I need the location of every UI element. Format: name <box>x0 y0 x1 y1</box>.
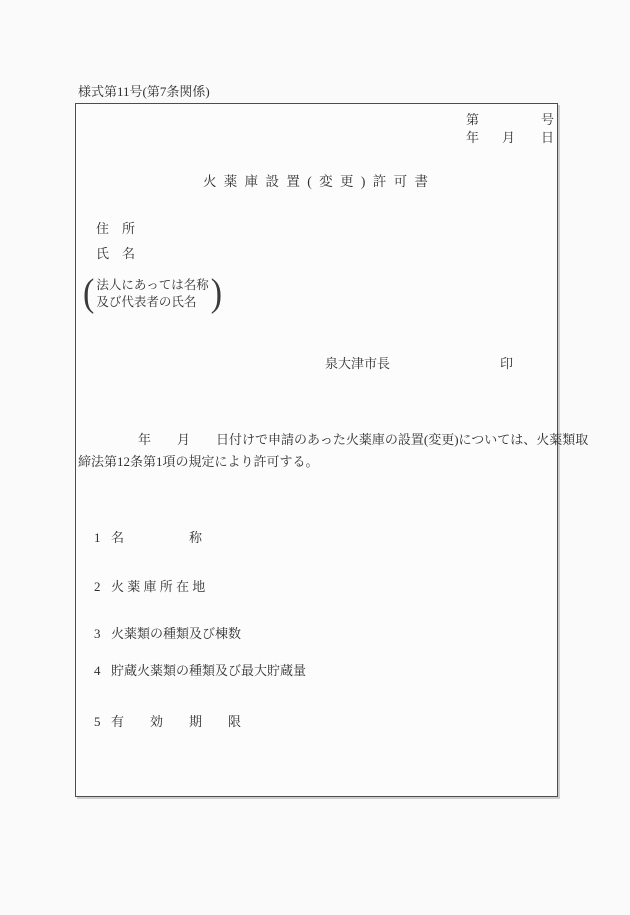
document-title: 火 薬 庫 設 置 ( 変 更 ) 許 可 書 <box>202 174 431 189</box>
item-number: 4 <box>94 663 101 678</box>
corporate-note-bracket-right: ) <box>210 272 223 315</box>
form-number-label: 様式第11号(第7条関係) <box>78 84 210 99</box>
item-number: 1 <box>94 530 101 545</box>
name-label: 氏 名 <box>96 246 136 261</box>
item-number: 2 <box>94 579 101 594</box>
doc-number-prefix: 第 <box>466 112 480 127</box>
permit-item-row <box>94 527 202 546</box>
item-label: 有 効 期 限 <box>111 714 242 729</box>
permit-document-frame <box>75 103 589 797</box>
permit-item-row <box>94 576 205 595</box>
permit-item-row <box>94 711 241 730</box>
date-month-label: 月 <box>502 130 516 145</box>
body-paragraph-line1: 年 月 日付けで申請のあった火薬庫の設置(変更)については、火薬類取 <box>138 432 589 447</box>
corporate-note-line1: 法人にあっては名称 <box>96 278 209 292</box>
item-label: 火薬類の種類及び棟数 <box>111 626 242 641</box>
corporate-note-line2: 及び代表者の氏名 <box>96 295 197 309</box>
corporate-note <box>83 270 222 318</box>
corporate-note-bracket-left: ( <box>83 272 95 315</box>
item-number: 5 <box>94 714 101 729</box>
issuer-name: 泉大津市長 <box>325 356 391 371</box>
date-year-label: 年 <box>466 130 480 145</box>
item-label: 火 薬 庫 所 在 地 <box>111 579 206 594</box>
date-day-label: 日 <box>541 130 555 145</box>
item-number: 3 <box>94 626 101 641</box>
seal-label: 印 <box>500 356 514 371</box>
permit-item-row <box>94 623 241 642</box>
item-label: 貯蔵火薬類の種類及び最大貯蔵量 <box>111 663 307 678</box>
item-label: 名 称 <box>111 530 203 545</box>
address-label: 住 所 <box>96 221 136 236</box>
permit-item-row <box>94 660 306 679</box>
doc-number-suffix: 号 <box>541 112 555 127</box>
body-paragraph-line2: 締法第12条第1項の規定により許可する。 <box>78 454 319 469</box>
